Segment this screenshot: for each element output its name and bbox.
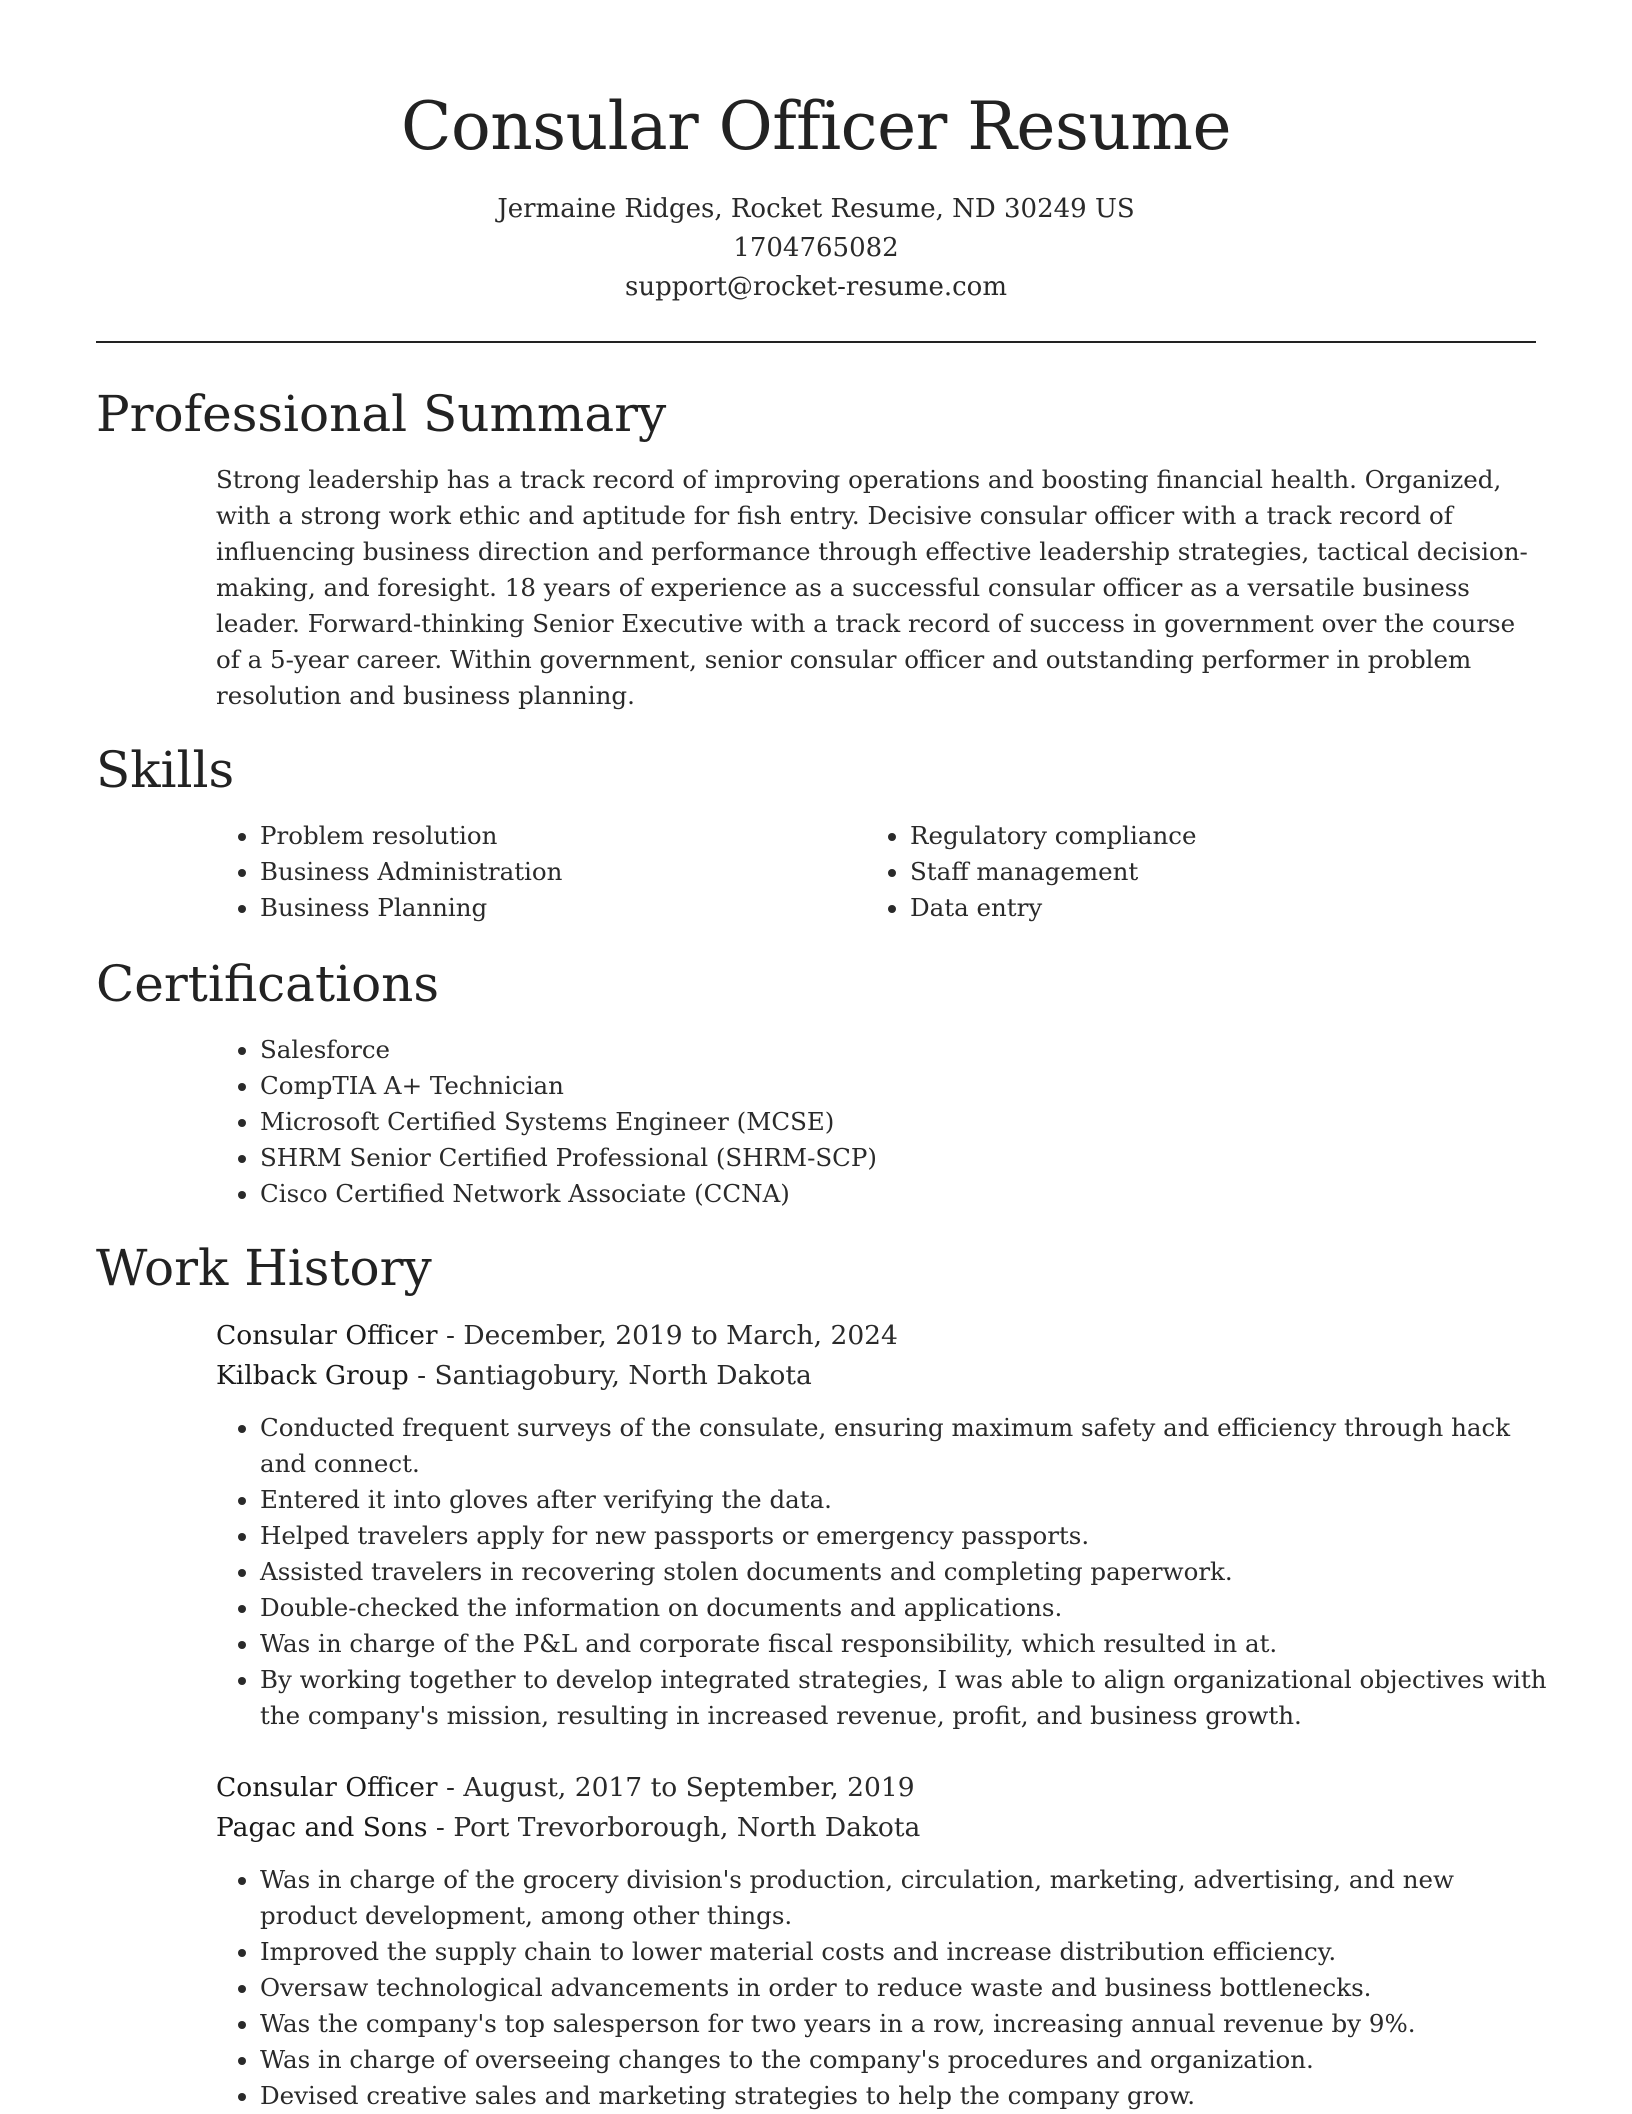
section-heading-work-history: Work History	[96, 1239, 432, 1297]
job-1-dates: December, 2019 to March, 2024	[463, 1320, 898, 1351]
job-bullet: • Assisted travelers in recovering stolen documents and completing paperwork.	[260, 1554, 1550, 1590]
job-bullet: • Conducted frequent surveys of the consulate, ensuring maximum safety and efficiency through hack and connect.	[260, 1410, 1550, 1482]
job-2-title: Consular Officer	[216, 1772, 438, 1803]
job-1-location: Santiagobury, North Dakota	[434, 1360, 812, 1391]
section-heading-summary: Professional Summary	[96, 385, 667, 443]
skill-item: • Staff management	[910, 854, 1510, 890]
job-bullet: • Devised creative sales and marketing strategies to help the company grow.	[260, 2078, 1550, 2114]
skill-item: • Business Planning	[260, 890, 860, 926]
job-bullet: • Was the company's top salesperson for two years in a row, increasing annual revenue by 9%.	[260, 2006, 1550, 2042]
header-divider	[96, 341, 1536, 343]
job-bullet: • Was in charge of overseeing changes to the company's procedures and organization.	[260, 2042, 1550, 2078]
job-1-bullets	[216, 1410, 1550, 1734]
skills-list-right	[866, 818, 1510, 926]
job-2-title-line	[216, 1768, 915, 1808]
job-2-separator: -	[437, 1772, 464, 1803]
certification-item: • SHRM Senior Certified Professional (SHRM-SCP)	[260, 1140, 1540, 1176]
job-1-company: Kilback Group	[216, 1360, 409, 1391]
summary-text: Strong leadership has a track record of improving operations and boosting financial health. Organized, with a strong work ethic and aptitude for fish entry. Decisive consular officer with a track record of influencing business direction and performance through effective leadership strategies, tactical decision-making, and foresight. 18 years of experience as a successful consular officer as a versatile business leader. Forward-thinking Senior Executive with a track record of success in government over the course of a 5-year career. Within government, senior consular officer and outstanding performer in problem resolution and business planning.	[216, 465, 1528, 710]
job-bullet: • Entered it into gloves after verifying the data.	[260, 1482, 1550, 1518]
job-1-separator: -	[437, 1320, 464, 1351]
job-1-title-line	[216, 1316, 898, 1356]
job-bullet: • By working together to develop integrated strategies, I was able to align organizational objectives with the company's mission, resulting in increased revenue, profit, and business growth.	[260, 1662, 1550, 1734]
job-2-bullets	[216, 1862, 1550, 2114]
skill-item: • Business Administration	[260, 854, 860, 890]
job-bullet: • Helped travelers apply for new passports or emergency passports.	[260, 1518, 1550, 1554]
job-2-separator: -	[427, 1812, 454, 1843]
skill-item: • Problem resolution	[260, 818, 860, 854]
job-2-company-line	[216, 1808, 920, 1848]
job-bullet: • Was in charge of the grocery division's production, circulation, marketing, advertising, and new product development, among other things.	[260, 1862, 1550, 1934]
section-heading-skills: Skills	[96, 741, 235, 799]
skills-list-left	[216, 818, 860, 926]
section-heading-certifications: Certifications	[96, 955, 440, 1013]
job-1-separator: -	[408, 1360, 435, 1391]
resume-title: Consular Officer Resume	[401, 88, 1231, 165]
job-1-company-line	[216, 1356, 812, 1396]
contact-phone: 1704765082	[733, 233, 899, 263]
job-bullet: • Was in charge of the P&L and corporate fiscal responsibility, which resulted in at.	[260, 1626, 1550, 1662]
job-2-company: Pagac and Sons	[216, 1812, 428, 1843]
job-2-dates: August, 2017 to September, 2019	[463, 1772, 915, 1803]
job-1-title: Consular Officer	[216, 1320, 438, 1351]
job-bullet: • Double-checked the information on documents and applications.	[260, 1590, 1550, 1626]
skill-item: • Regulatory compliance	[910, 818, 1510, 854]
job-bullet: • Oversaw technological advancements in order to reduce waste and business bottlenecks.	[260, 1970, 1550, 2006]
certifications-list	[216, 1032, 1540, 1212]
job-bullet: • Improved the supply chain to lower material costs and increase distribution efficiency.	[260, 1934, 1550, 1970]
certification-item: • Microsoft Certified Systems Engineer (MCSE)	[260, 1104, 1540, 1140]
contact-address: Jermaine Ridges, Rocket Resume, ND 30249 US	[497, 194, 1135, 224]
job-2-location: Port Trevorborough, North Dakota	[453, 1812, 921, 1843]
certification-item: • Salesforce	[260, 1032, 1540, 1068]
certification-item: • Cisco Certified Network Associate (CCNA)	[260, 1176, 1540, 1212]
contact-email: support@rocket-resume.com	[624, 272, 1007, 302]
skill-item: • Data entry	[910, 890, 1510, 926]
certification-item: • CompTIA A+ Technician	[260, 1068, 1540, 1104]
